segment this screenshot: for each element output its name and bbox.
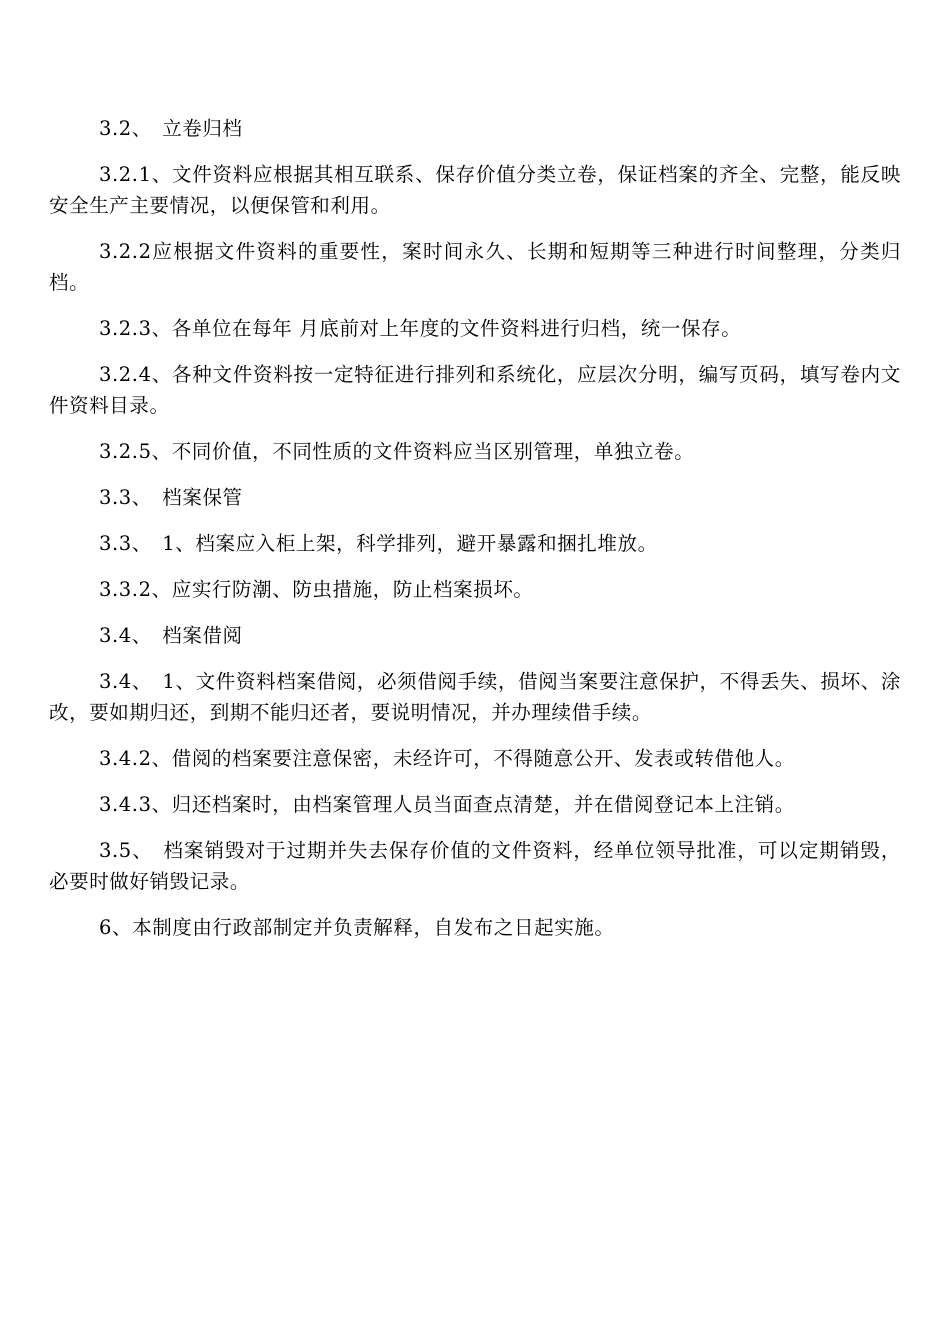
heading-3-4: 3.4、 档案借阅 [99, 624, 243, 647]
paragraph-3-4-3: 3.4.3、归还档案时，由档案管理人员当面查点清楚，并在借阅登记本上注销。 [99, 793, 795, 816]
paragraph-3-5: 3.5、 档案销毁对于过期并失去保存价值的文件资料，经单位领导批准，可以定期销毁，必要时做好销毁记录。 [49, 839, 901, 893]
paragraph-3-2-5: 3.2.5、不同价值，不同性质的文件资料应当区别管理，单独立卷。 [99, 440, 695, 463]
paragraph-3-2-3: 3.2.3、各单位在每年 月底前对上年度的文件资料进行归档，统一保存。 [99, 317, 742, 340]
paragraph-3-3-2: 3.3.2、应实行防潮、防虫措施，防止档案损坏。 [99, 578, 534, 601]
paragraph-3-3-1: 3.3、 1、档案应入柜上架，科学排列，避开暴露和捆扎堆放。 [99, 532, 658, 555]
paragraph-3-4-2: 3.4.2、借阅的档案要注意保密，未经许可，不得随意公开、发表或转借他人。 [99, 747, 795, 770]
paragraph-6: 6、本制度由行政部制定并负责解释，自发布之日起实施。 [99, 916, 615, 939]
paragraph-3-2-4: 3.2.4、各种文件资料按一定特征进行排列和系统化，应层次分明，编写页码，填写卷内文件资料目录。 [49, 363, 901, 417]
paragraph-3-2-1: 3.2.1、文件资料应根据其相互联系、保存价值分类立卷，保证档案的齐全、完整，能反映安全生产主要情况，以便保管和利用。 [49, 163, 901, 217]
heading-3-2: 3.2、 立卷归档 [99, 117, 243, 140]
paragraph-3-2-2: 3.2.2应根据文件资料的重要性，案时间永久、长期和短期等三种进行时间整理，分类归档。 [49, 240, 901, 294]
document-page [49, 113, 901, 958]
heading-3-3: 3.3、 档案保管 [99, 486, 243, 509]
paragraph-3-4-1: 3.4、 1、文件资料档案借阅，必须借阅手续，借阅当案要注意保护，不得丢失、损坏、涂改，要如期归还，到期不能归还者，要说明情况，并办理续借手续。 [49, 670, 901, 724]
